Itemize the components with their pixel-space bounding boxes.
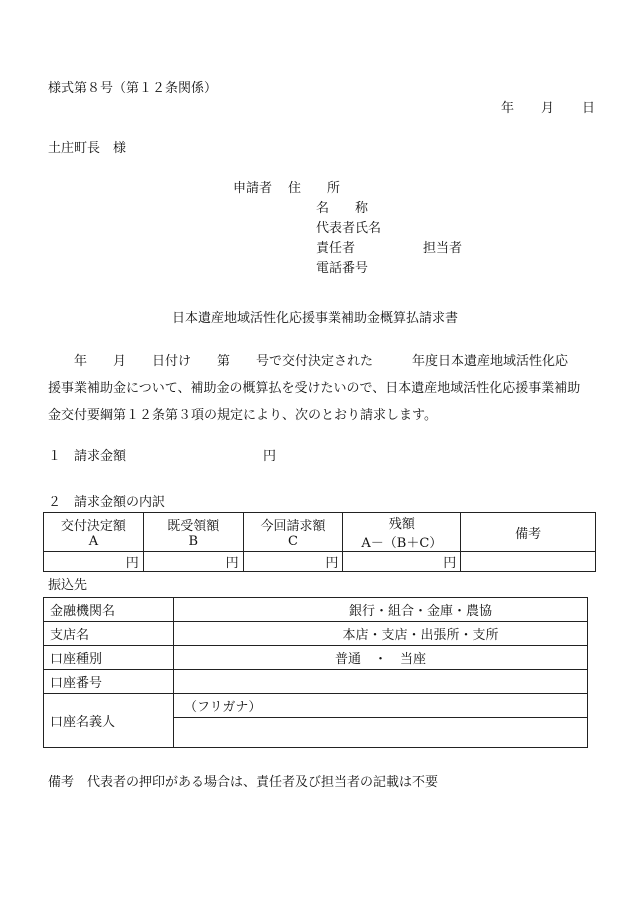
bank-row (44, 694, 588, 718)
account-number-value[interactable] (174, 670, 588, 694)
bank-title: 振込先 (48, 578, 88, 593)
applicant-contact-person: 担当者 (423, 241, 463, 256)
date-year: 年 (501, 101, 515, 116)
bank-row (44, 670, 588, 694)
remarks-cell[interactable] (461, 552, 596, 572)
breakdown-title: ２ 請求金額の内訳 (48, 495, 166, 510)
current-request-cell[interactable]: 円 (243, 552, 343, 572)
bank-name-value[interactable]: 銀行・組合・金庫・農協 (174, 598, 588, 622)
date-day: 日 (582, 101, 596, 116)
breakdown-header-row (44, 513, 596, 552)
branch-name-value[interactable]: 本店・支店・出張所・支所 (174, 622, 588, 646)
breakdown-value-row (44, 552, 596, 572)
breakdown-table (43, 512, 596, 572)
request-amount-unit: 円 (263, 449, 277, 464)
bank-row (44, 622, 588, 646)
bank-table (43, 597, 588, 748)
account-type-label: 口座種別 (44, 646, 174, 670)
header-remarks: 備考 (461, 513, 596, 552)
header-current-request: 今回請求額 C (243, 513, 343, 552)
request-body (48, 348, 588, 429)
header-remaining: 残額 A－（B＋C） (343, 513, 461, 552)
body-line-3: 金交付要綱第１２条第３項の規定により、次のとおり請求します。 (48, 408, 437, 423)
form-number: 様式第８号（第１２条関係） (48, 81, 218, 96)
furigana-field[interactable]: （フリガナ） (174, 694, 588, 718)
applicant-phone: 電話番号 (316, 261, 369, 276)
applicant-representative: 代表者氏名 (316, 221, 382, 236)
note: 備考 代表者の押印がある場合は、責任者及び担当者の記載は不要 (48, 775, 439, 790)
document-title: 日本遺産地域活性化応援事業補助金概算払請求書 (171, 311, 458, 326)
branch-name-label: 支店名 (44, 622, 174, 646)
date-month: 月 (541, 101, 555, 116)
bank-row (44, 646, 588, 670)
account-holder-label: 口座名義人 (44, 694, 174, 748)
received-amount-cell[interactable]: 円 (143, 552, 243, 572)
applicant-responsible: 責任者 (316, 241, 356, 256)
bank-row (44, 598, 588, 622)
account-number-label: 口座番号 (44, 670, 174, 694)
body-line-2: 援事業補助金について、補助金の概算払を受けたいので、日本遺産地域活性化応援事業補助 (48, 381, 581, 396)
request-amount-label: １ 請求金額 (48, 449, 127, 464)
applicant-label: 申請者 (233, 181, 273, 196)
header-granted-amount: 交付決定額 A (44, 513, 144, 552)
granted-amount-cell[interactable]: 円 (44, 552, 144, 572)
account-holder-name-field[interactable] (174, 718, 588, 748)
applicant-address: 住 所 (288, 181, 341, 196)
header-received-amount: 既受領額 B (143, 513, 243, 552)
remaining-cell[interactable]: 円 (343, 552, 461, 572)
body-line-1: 年 月 日付け 第 号で交付決定された 年度日本遺産地域活性化応 (48, 354, 569, 369)
bank-name-label: 金融機関名 (44, 598, 174, 622)
applicant-name: 名 称 (316, 201, 369, 216)
addressee: 土庄町長 様 (48, 141, 127, 156)
account-type-value[interactable]: 普通 ・ 当座 (174, 646, 588, 670)
